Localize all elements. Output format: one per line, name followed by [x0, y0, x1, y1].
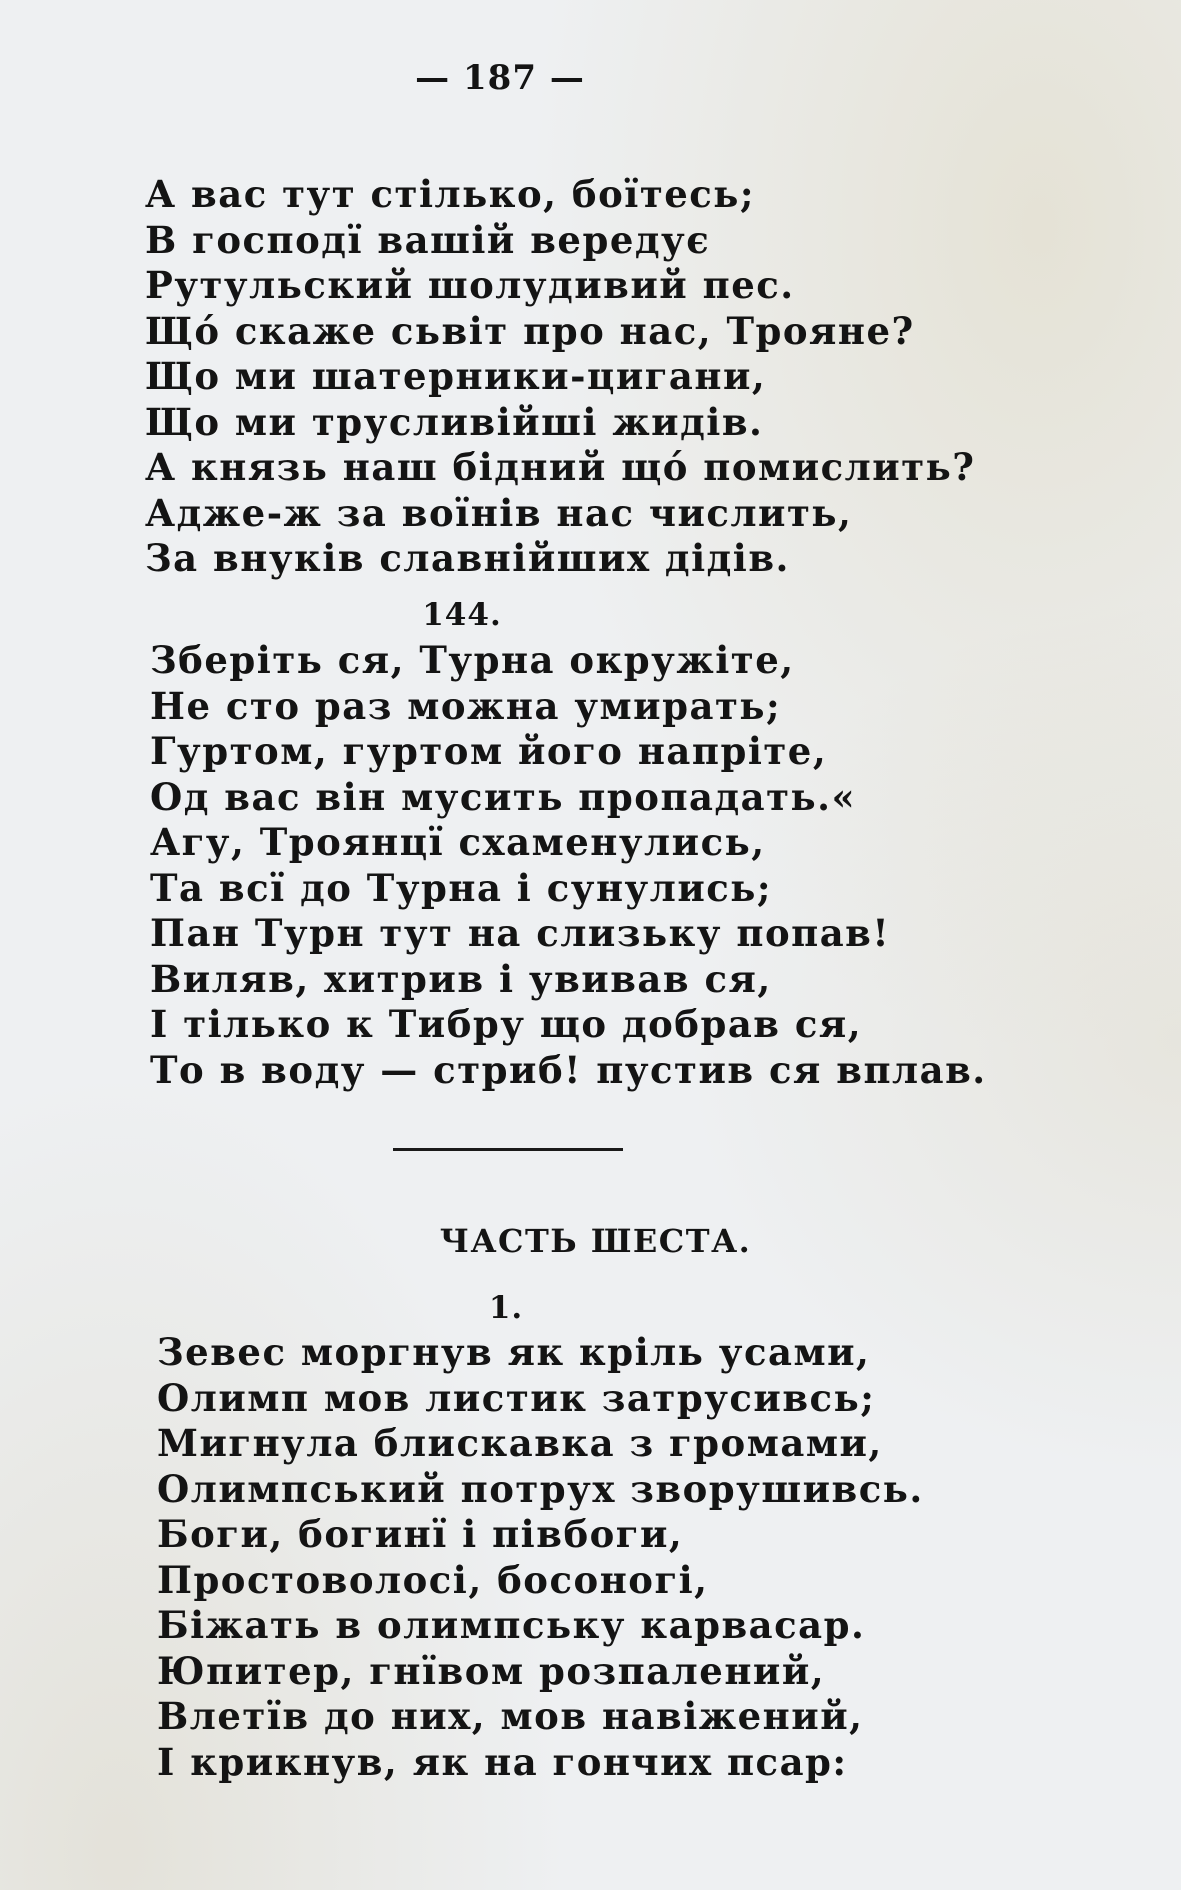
verse-line: І тілько к Тибру що добрав ся,: [150, 1002, 863, 1046]
verse-line: Олимп мов листик затрусивсь;: [157, 1375, 876, 1420]
verse-line: Агу, Троянцї схаменулись,: [150, 820, 766, 864]
verse-line: А князь наш бідний щó помислить?: [145, 445, 976, 489]
verse-line: Рутульский шолудивий пес.: [145, 263, 795, 307]
stanza-number: 1.: [488, 1290, 524, 1326]
verse-line: Пан Турн тут на слизьку попав!: [150, 911, 891, 955]
verse-line: Юпитер, гнївом розпалений,: [157, 1648, 826, 1693]
verse-line: Мигнула блискавка з громами,: [157, 1421, 883, 1465]
verse-line: Щó скаже сьвіт про нас, Трояне?: [145, 308, 915, 353]
verse-line: Боги, богинї і півбоги,: [157, 1512, 684, 1556]
verse-line: То в воду — стриб! пустив ся вплав.: [150, 1047, 987, 1092]
verse-line: Виляв, хитрив і увивав ся,: [150, 956, 772, 1001]
verse-line: Од вас він мусить пропадать.«: [150, 774, 857, 819]
verse-line: В господї вашій вередує: [145, 217, 711, 262]
verse-line: Влетїв до них, мов навіжений,: [157, 1694, 864, 1738]
stanza-1: [157, 1330, 924, 1785]
stanza-number: 144.: [422, 597, 502, 633]
verse-line: Простоволосі, босоногі,: [157, 1557, 709, 1602]
stanza-143-continuation: [145, 172, 975, 582]
verse-line: Що ми шатерники-цигани,: [145, 354, 767, 398]
page-number: — 187 —: [415, 58, 585, 98]
verse-line: А вас тут стілько, боїтесь;: [145, 172, 756, 216]
verse-line: Біжать в олимпську карвасар.: [157, 1603, 866, 1647]
stanza-144: [150, 638, 987, 1093]
verse-line: Олимпський потрух зворушивсь.: [157, 1466, 924, 1511]
verse-line: Адже-ж за воїнів нас числить,: [145, 490, 853, 535]
verse-line: Зберіть ся, Турна окружіте,: [150, 638, 795, 682]
verse-line: Не сто раз можна умирать;: [150, 683, 782, 728]
verse-line: Що ми трусливійші жидів.: [145, 399, 764, 444]
verse-line: За внуків славнійших дідів.: [145, 536, 790, 580]
verse-line: Гуртом, гуртом його напріте,: [150, 729, 828, 773]
verse-line: Зевес моргнув як кріль усами,: [157, 1330, 871, 1374]
verse-line: І крикнув, як на гончих псар:: [157, 1739, 848, 1784]
section-divider: [393, 1148, 623, 1151]
part-heading: ЧАСТЬ ШЕСТА.: [439, 1222, 752, 1260]
verse-line: Та всї до Турна і сунулись;: [150, 865, 773, 910]
